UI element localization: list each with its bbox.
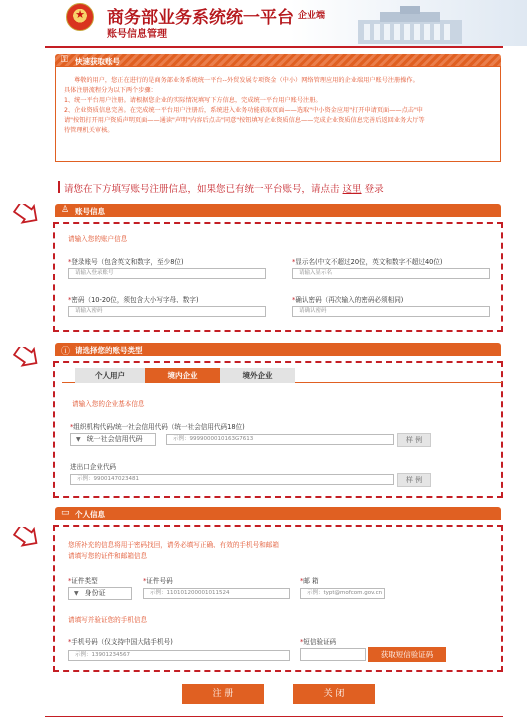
org-code-label: *组织机构代码/统一社会信用代码（统一社会信用代码18位) bbox=[70, 423, 245, 431]
chevron-down-icon: ▼ bbox=[76, 436, 81, 443]
notice-line: 2、企业资质信息完善。在完成统一平台用户注册后，系统进入业务功能获取页面——选取"中小资金应用"打开申请页面——点击"申 bbox=[64, 107, 423, 114]
quick-account-notice bbox=[55, 66, 501, 162]
page-subtitle: 账号信息管理 bbox=[107, 29, 167, 40]
arrow-pointer-icon bbox=[12, 527, 40, 549]
footer-divider bbox=[45, 716, 503, 717]
org-sample-button[interactable]: 样 例 bbox=[397, 433, 431, 447]
notice-line: 尊敬的用户，您正在进行的是商务部业务系统统一平台--外贸发展专项资金（中小）网络管理应用的企业端用户账号注册操作。 bbox=[74, 77, 419, 84]
prompt-marker bbox=[58, 181, 60, 193]
ie-code-label: 进出口企业代码 bbox=[70, 463, 117, 471]
chevron-down-icon: ▼ bbox=[74, 590, 79, 597]
password-label: *密码（10-20位，须包含大小写字母、数字) bbox=[68, 296, 199, 304]
get-sms-code-button[interactable]: 获取短信验证码 bbox=[368, 647, 446, 662]
notice-line: 待管理机关审核。 bbox=[64, 127, 114, 134]
account-info-header bbox=[55, 204, 501, 217]
confirm-password-input[interactable]: 请确认密码 bbox=[292, 306, 490, 317]
phone-input[interactable]: 示例：13901234567 bbox=[68, 650, 290, 661]
company-hint: 请输入您的企业基本信息 bbox=[72, 400, 145, 408]
login-prompt: 请您在下方填写账号注册信息，如果您已有统一平台账号，请点击 这里 登录 bbox=[64, 184, 384, 195]
account-info-title: 账号信息 bbox=[75, 207, 105, 216]
tab-domestic[interactable]: 境内企业 bbox=[145, 368, 220, 383]
building-illustration bbox=[350, 6, 470, 44]
login-here-link[interactable]: 这里 bbox=[342, 184, 362, 195]
header-divider bbox=[45, 46, 503, 48]
account-type-header bbox=[55, 343, 501, 356]
sms-code-label: *短信验证码 bbox=[300, 638, 337, 646]
ie-code-input[interactable]: 示例：9900147023481 bbox=[70, 474, 394, 485]
display-name-label: *显示名(中文不超过20位，英文和数字不超过40位) bbox=[292, 258, 443, 266]
personal-hint: 您所补充的信息将用于密码找回，请务必填写正确、有效的手机号和邮箱 bbox=[68, 541, 279, 549]
email-input[interactable]: 示例：typt@mofcom.gov.cn bbox=[300, 588, 385, 599]
login-account-input[interactable]: 请输入登录账号 bbox=[68, 268, 266, 279]
id-type-select[interactable]: ▼ 身份证 bbox=[68, 587, 132, 600]
national-emblem-icon: ★ bbox=[66, 3, 94, 31]
register-button[interactable]: 注 册 bbox=[182, 684, 264, 704]
tab-overseas[interactable]: 境外企业 bbox=[220, 368, 295, 383]
password-input[interactable]: 请输入密码 bbox=[68, 306, 266, 317]
page-title: 商务部业务系统统一平台 bbox=[107, 8, 294, 28]
phone-label: *手机号码（仅支持中国大陆手机号) bbox=[68, 638, 173, 646]
id-type-label: *证件类型 bbox=[68, 577, 98, 585]
arrow-pointer-icon bbox=[12, 347, 40, 369]
key-icon: ⚿ bbox=[61, 55, 68, 65]
sms-code-input[interactable] bbox=[300, 648, 366, 661]
notice-line: 请"按钮打开用户资质声明页面——通读"声明"内容后点击"同意"按钮填写企业资质信息——完成企业资质信息完善后返回业务大厅等 bbox=[64, 117, 425, 124]
personal-info-title: 个人信息 bbox=[75, 510, 105, 519]
account-type-title: 请选择您的账号类型 bbox=[75, 346, 143, 355]
email-label: *邮 箱 bbox=[300, 577, 319, 585]
id-email-hint: 请填写您的证件和邮箱信息 bbox=[68, 552, 148, 560]
close-button[interactable]: 关 闭 bbox=[293, 684, 375, 704]
org-code-type-select[interactable]: ▼ 统一社会信用代码 bbox=[70, 433, 156, 446]
tab-personal[interactable]: 个人用户 bbox=[75, 368, 145, 383]
quick-account-title: 快速获取账号 bbox=[75, 57, 120, 66]
org-code-input[interactable]: 示例：9999000010163G7613 bbox=[166, 434, 394, 445]
ie-sample-button[interactable]: 样 例 bbox=[397, 473, 431, 487]
page-title-suffix: 企业端 bbox=[298, 11, 326, 21]
login-account-label: *登录账号（包含英文和数字，至少8位) bbox=[68, 258, 184, 266]
confirm-password-label: *确认密码（再次输入的密码必须相同) bbox=[292, 296, 404, 304]
monitor-icon: ▭ bbox=[61, 508, 70, 518]
id-number-label: *证件号码 bbox=[143, 577, 173, 585]
notice-line: 1、统一平台用户注册。请根据您企业的实际情况填写下方信息，完成统一平台用户账号注册。 bbox=[64, 97, 322, 104]
user-icon: ♙ bbox=[61, 205, 70, 215]
phone-hint: 请填写并验证您的手机信息 bbox=[68, 616, 148, 624]
personal-info-header bbox=[55, 507, 501, 520]
notice-line: 具体注册流程分为以下两个步骤： bbox=[64, 87, 157, 94]
arrow-pointer-icon bbox=[12, 204, 40, 226]
account-hint: 请输入您的账户信息 bbox=[68, 235, 128, 243]
id-number-input[interactable]: 示例：110101200001011524 bbox=[143, 588, 290, 599]
display-name-input[interactable]: 请输入显示名 bbox=[292, 268, 490, 279]
info-circle-icon: ⓘ bbox=[61, 347, 71, 357]
